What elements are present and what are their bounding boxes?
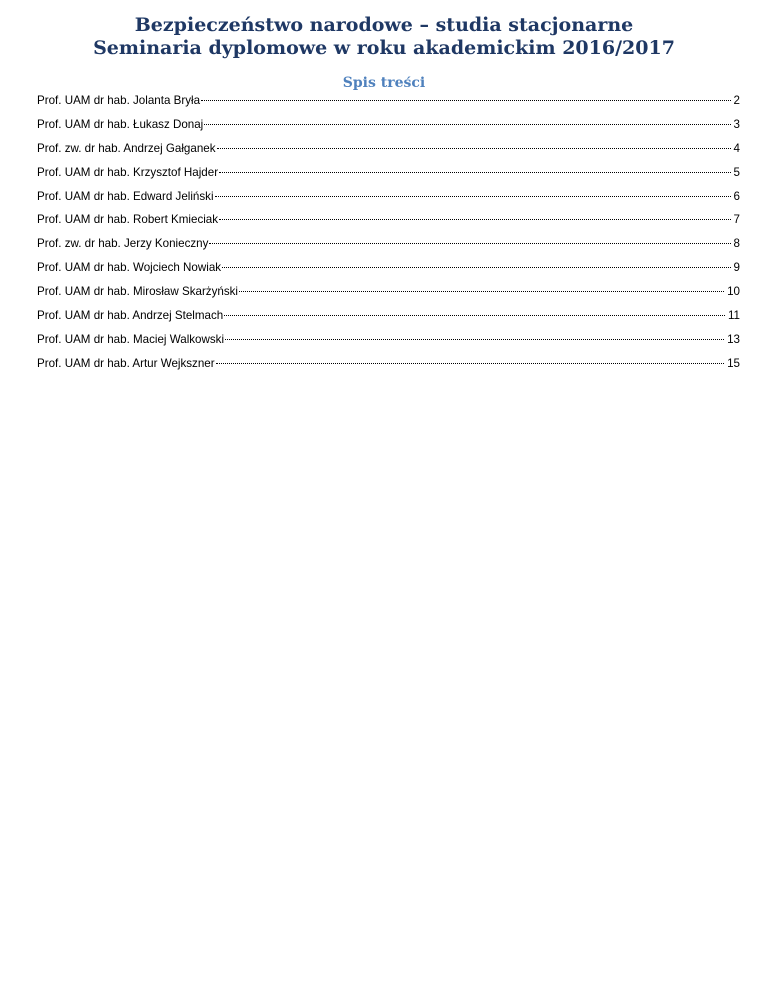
toc-entry-donaj[interactable] [37,118,740,142]
table-of-contents [37,94,740,381]
toc-entry-page-number: 8 [733,237,740,251]
toc-entry-page-number: 9 [733,261,740,275]
toc-entry-kmieciak[interactable] [37,213,740,237]
toc-entry-nowiak[interactable] [37,261,740,285]
toc-entry-page-number: 5 [733,165,740,179]
toc-entry-page-number: 15 [727,356,740,370]
toc-heading: Spis treści [342,75,426,91]
toc-dot-leader [217,148,731,149]
toc-dot-leader [225,339,724,340]
toc-dot-leader [209,243,730,244]
toc-entry-label: Prof. UAM dr hab. Krzysztof Hajder [37,165,219,179]
toc-entry-label: Prof. zw. dr hab. Andrzej Gałganek [37,141,216,155]
toc-entry-label: Prof. zw. dr hab. Jerzy Konieczny [37,237,209,251]
toc-entry-bryla[interactable] [37,94,740,118]
toc-entry-page-number: 10 [727,285,740,299]
toc-entry-label: Prof. UAM dr hab. Artur Wejkszner [37,356,215,370]
toc-entry-label: Prof. UAM dr hab. Mirosław Skarżyński [37,285,239,299]
toc-entry-label: Prof. UAM dr hab. Wojciech Nowiak [37,261,222,275]
toc-dot-leader [219,219,730,220]
toc-dot-leader [224,315,725,316]
toc-entry-walkowski[interactable] [37,333,740,357]
toc-entry-label: Prof. UAM dr hab. Andrzej Stelmach [37,309,224,323]
document-title-line-1: Bezpieczeństwo narodowe – studia stacjonarne [134,14,634,36]
toc-dot-leader [201,100,731,101]
toc-dot-leader [239,291,724,292]
toc-dot-leader [215,196,731,197]
toc-entry-skarzynski[interactable] [37,285,740,309]
toc-entry-page-number: 3 [733,117,740,131]
toc-entry-konieczny[interactable] [37,237,740,261]
toc-dot-leader [219,172,730,173]
toc-entry-page-number: 2 [733,94,740,107]
toc-entry-page-number: 13 [727,332,740,346]
toc-entry-label: Prof. UAM dr hab. Edward Jeliński [37,189,214,203]
toc-entry-stelmach[interactable] [37,309,740,333]
toc-dot-leader [204,124,730,125]
toc-entry-jelinski[interactable] [37,190,740,214]
toc-entry-label: Prof. UAM dr hab. Łukasz Donaj [37,117,204,131]
toc-dot-leader [216,363,724,364]
toc-entry-page-number: 6 [733,189,740,203]
toc-entry-galganek[interactable] [37,142,740,166]
toc-entry-label: Prof. UAM dr hab. Jolanta Bryła [37,94,201,107]
toc-dot-leader [222,267,730,268]
toc-entry-label: Prof. UAM dr hab. Robert Kmieciak [37,213,219,227]
toc-entry-page-number: 4 [733,141,740,155]
toc-entry-page-number: 7 [733,213,740,227]
toc-entry-hajder[interactable] [37,166,740,190]
document-title [0,14,768,60]
document-title-line-2: Seminaria dyplomowe w roku akademickim 2016/2017 [93,37,675,59]
toc-entry-page-number: 11 [727,309,740,323]
toc-entry-label: Prof. UAM dr hab. Maciej Walkowski [37,332,225,346]
toc-entry-wejkszner[interactable] [37,357,740,381]
